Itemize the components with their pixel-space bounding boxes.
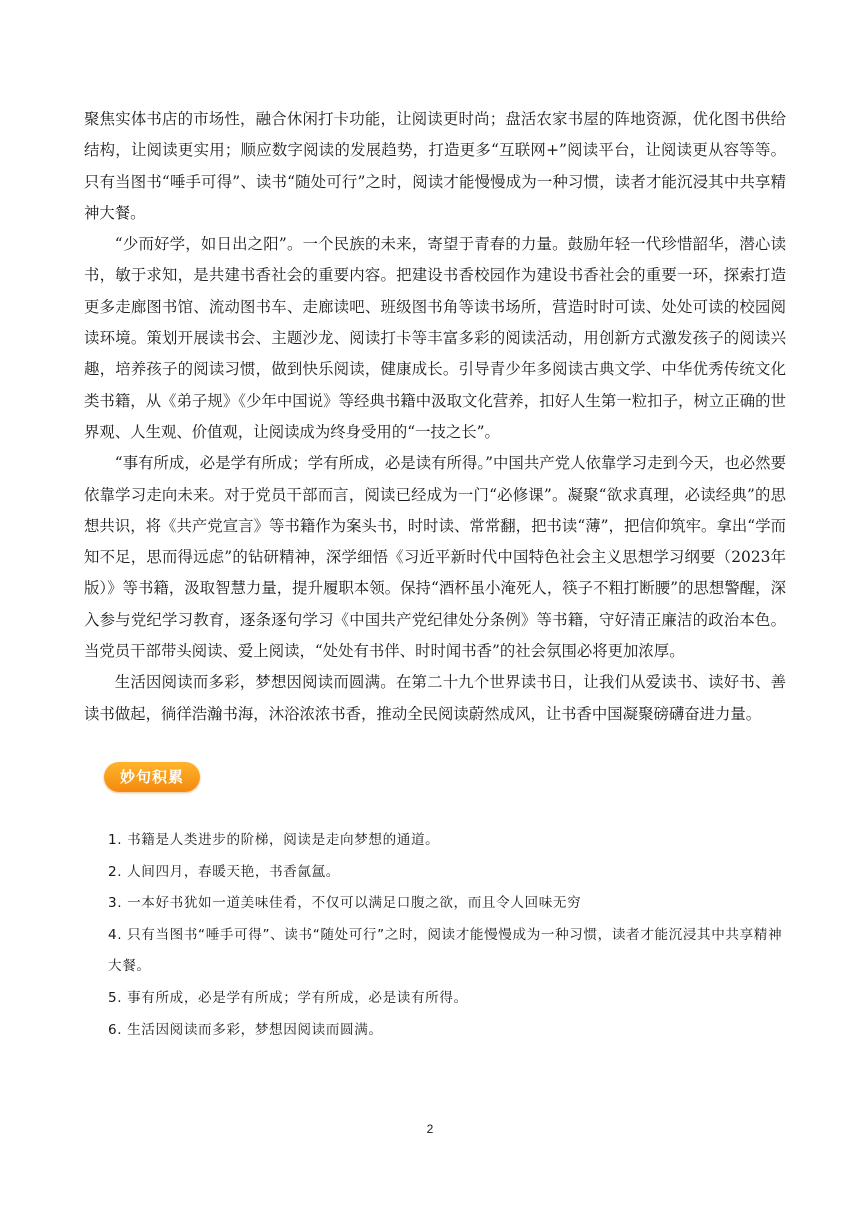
section-badge-wrapper (104, 762, 200, 792)
section-badge: 妙句积累 (104, 762, 200, 792)
quote-item: 3. 一本好书犹如一道美味佳肴，不仅可以满足口腹之欲，而且令人回味无穷 (108, 895, 582, 912)
quote-item: 1. 书籍是人类进步的阶梯，阅读是走向梦想的通道。 (108, 832, 440, 848)
paragraph: 聚焦实体书店的市场性，融合休闲打卡功能，让阅读更时尚；盘活农家书屋的阵地资源，优化图书供给结构，让阅读更实用；顺应数字阅读的发展趋势，打造更多“互联网+”阅读平台，让阅读更从容等等。只有当图书“唾手可得”、读书“随处可行”之时，阅读才能慢慢成为一种习惯，读者才能沉浸其中共享精神大餐。 (84, 110, 786, 222)
article-body (84, 104, 786, 730)
quote-item: 5. 事有所成，必是学有所成；学有所成，必是读有所得。 (108, 989, 468, 1006)
page-number: 2 (426, 1122, 434, 1136)
paragraph: “事有所成，必是学有所成；学有所成，必是读有所得。”中国共产党人依靠学习走到今天，也必然要依靠学习走向未来。对于党员干部而言，阅读已经成为一门“必修课”。凝聚“欲求真理，必读经典”的思想共识，将《共产党宣言》等书籍作为案头书，时时读、常常翻，把书读“薄”，把信仰筑牢。拿出“学而知不足，思而得远虑”的钻研精神，深学细悟《习近平新时代中国特色社会主义思想学习纲要（2023年版）》等书籍，汲取智慧力量，提升履职本领。保持“酒杯虽小淹死人，筷子不粗打断腰”的思想警醒，深入参与党纪学习教育，逐条逐句学习《中国共产党纪律处分条例》等书籍，守好清正廉洁的政治本色。当党员干部带头阅读、爱上阅读，“处处有书伴、时时闻书香”的社会氛围必将更加浓厚。 (84, 454, 786, 661)
paragraph: “少而好学，如日出之阳”。一个民族的未来，寄望于青春的力量。鼓励年轻一代珍惜韶华，潜心读书，敏于求知，是共建书香社会的重要内容。把建设书香校园作为建设书香社会的重要一环，探索打造更多走廊图书馆、流动图书车、走廊读吧、班级图书角等读书场所，营造时时可读、处处可读的校园阅读环境。策划开展读书会、主题沙龙、阅读打卡等丰富多彩的阅读活动，用创新方式激发孩子的阅读兴趣，培养孩子的阅读习惯，做到快乐阅读，健康成长。引导青少年多阅读古典文学、中华优秀传统文化类书籍，从《弟子规》《少年中国说》等经典书籍中汲取文化营养，扣好人生第一粒扣子，树立正确的世界观、人生观、价值观，让阅读成为终身受用的“一技之长”。 (84, 235, 786, 441)
quote-item: 4. 只有当图书“唾手可得”、读书“随处可行”之时，阅读才能慢慢成为一种习惯，读者才能沉浸其中共享精神大餐。 (108, 926, 783, 975)
quote-item: 6. 生活因阅读而多彩，梦想因阅读而圆满。 (108, 1021, 383, 1038)
paragraph: 生活因阅读而多彩，梦想因阅读而圆满。在第二十九个世界读书日，让我们从爱读书、读好书、善读书做起，徜徉浩瀚书海，沐浴浓浓书香，推动全民阅读蔚然成风，让书香中国凝聚磅礴奋进力量。 (84, 673, 786, 723)
quote-list (84, 825, 786, 1046)
quote-item: 2. 人间四月，春暖天艳，书香氤氲。 (108, 863, 340, 880)
